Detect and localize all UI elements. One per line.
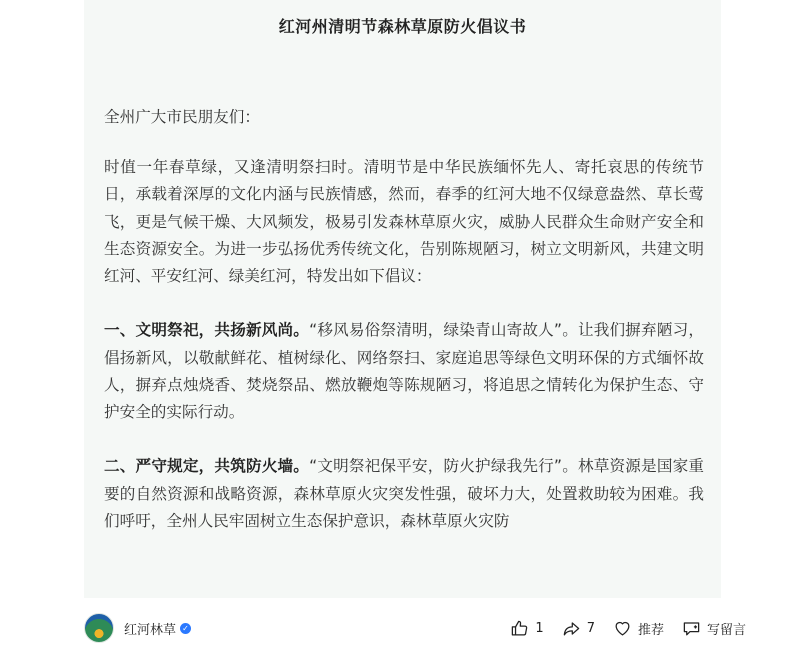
section-2-heading: 二、严守规定，共筑防火墙。 <box>104 457 310 476</box>
article-footer <box>84 598 746 650</box>
article-body <box>104 104 704 562</box>
recommend-label: 推荐 <box>637 623 664 638</box>
share-icon <box>562 619 581 638</box>
share-count: 7 <box>586 621 595 636</box>
article-card <box>84 0 721 598</box>
verified-icon: ✓ <box>180 623 191 634</box>
greeting-paragraph: 全州广大市民朋友们： <box>104 108 260 126</box>
article-title: 红河州清明节森林草原防火倡议书 <box>278 17 527 36</box>
like-count: 1 <box>535 621 544 636</box>
account-name[interactable]: 红河林草 <box>124 622 177 638</box>
section-2-paragraph <box>104 453 704 535</box>
like-button[interactable] <box>510 619 543 638</box>
section-2-text: “文明祭祀保平安，防火护绿我先行”。林草资源是国家重要的自然资源和战略资源，森林草原火灾突发性强，破坏力大，处置救助较为困难。我们呼吁，全州人民牢固树立生态保护意识，森林草原火灾防 <box>104 457 704 530</box>
thumbs-up-icon <box>510 619 529 638</box>
comment-label: 写留言 <box>706 623 746 638</box>
account-info[interactable] <box>84 612 191 644</box>
section-1-heading: 一、文明祭祀，共扬新风尚。 <box>104 321 310 340</box>
account-avatar[interactable] <box>84 613 114 643</box>
comment-icon <box>682 619 701 638</box>
heart-icon <box>613 619 632 638</box>
recommend-button[interactable] <box>613 619 664 638</box>
comment-button[interactable] <box>682 619 746 638</box>
action-bar <box>492 619 746 638</box>
share-button[interactable] <box>562 619 595 638</box>
section-1-text: “移风易俗祭清明，绿染青山寄故人”。让我们摒弃陋习，倡扬新风，以敬献鲜花、植树绿化、网络祭扫、家庭追思等绿色文明环保的方式缅怀故人，摒弃点烛烧香、焚烧祭品、燃放鞭炮等陈规陋习，将追思之情转化为保护生态、守护安全的实际行动。 <box>104 321 704 422</box>
section-1-paragraph <box>104 317 704 426</box>
intro-paragraph: 时值一年春草绿，又逢清明祭扫时。清明节是中华民族缅怀先人、寄托哀思的传统节日，承载着深厚的文化内涵与民族情感，然而，春季的红河大地不仅绿意盎然、草长莺飞，更是气候干燥、大风频发，极易引发森林草原火灾，威胁人民群众生命财产安全和生态资源安全。为进一步弘扬优秀传统文化，告别陈规陋习，树立文明新风，共建文明红河、平安红河、绿美红河，特发出如下倡议： <box>104 158 704 286</box>
